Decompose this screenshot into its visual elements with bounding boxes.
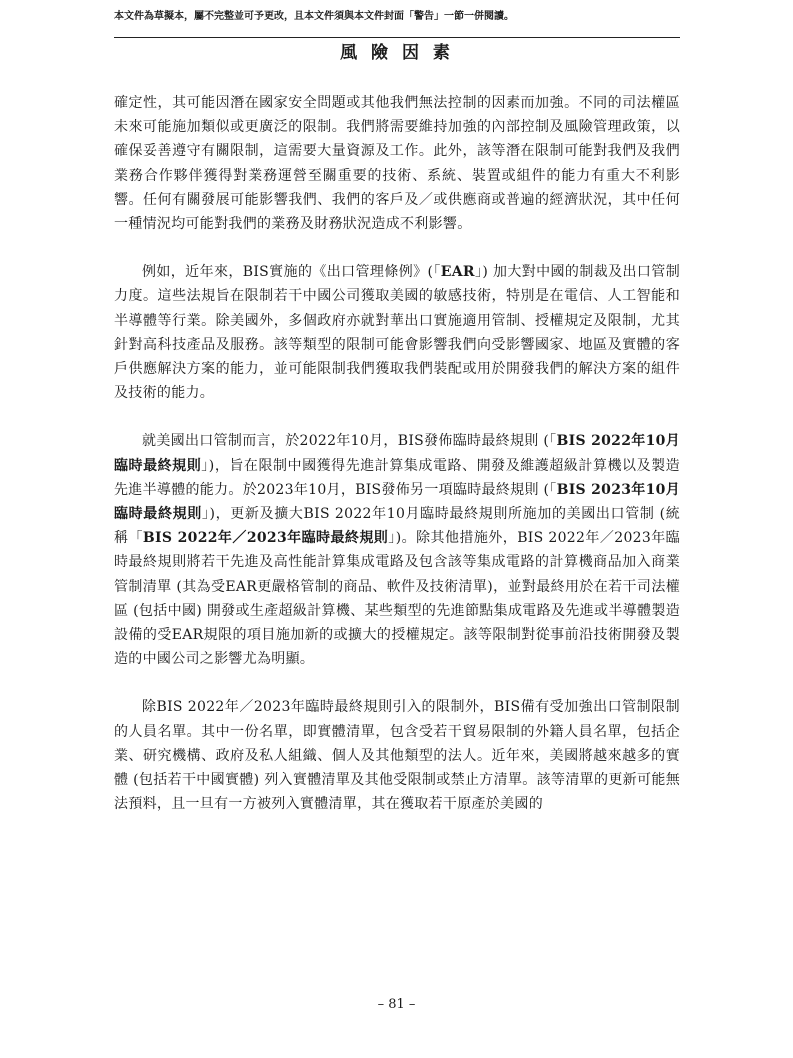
paragraph-2-defined-term: EAR [440,264,475,281]
paragraph-3-defined-term-2: BIS 2023年10月臨時最終規則 [114,481,680,523]
paragraph-1: 確定性，其可能因潛在國家安全問題或其他我們無法控制的因素而加強。不同的司法權區未來可能施加類似或更廣泛的限制。我們將需要維持加強的內部控制及風險管理政策，以確保妥善遵守有關限制，這需要大量資源及工作。此外，該等潛在限制可能對我們及我們業務合作夥伴獲得對業務運營至關重要的技術、系統、裝置或組件的能力有重大不利影響。任何有關發展可能影響我們、我們的客戶及／或供應商或普遍的經濟狀況，其中任何一種情況均可能對我們的業務及財務狀況造成不利影響。 [114,95,680,233]
paragraph-2-text-a: 例如，近年來，BIS實施的《出口管理條例》(「 [142,264,441,281]
draft-notice: 本文件為草擬本，屬不完整並可予更改，且本文件須與本文件封面「警告」一節一併閱讀。 [114,11,514,22]
paragraph-4: 除BIS 2022年／2023年臨時最終規則引入的限制外，BIS備有受加強出口管制限制的人員名單。其中一份名單，即實體清單，包含受若干貿易限制的外籍人員名單，包括企業、研究機構、政府及私人組織、個人及其他類型的法人。近年來，美國將越來越多的實體 (包括若干中國實體) 列入實體清單及其他受限制或禁止方清單。該等清單的更新可能無法預料，且一旦有一方被列入實體清單，其在獲取若干原產於美國的 [114,699,680,813]
paragraph-3-text-a: 就美國出口管制而言，於2022年10月，BIS發佈臨時最終規則 (「 [142,433,557,450]
paragraph-3-text-e: 」)，更新及擴大BIS 2022年10月臨時最終規則所施加的美國出口管制 (統稱「 [114,506,681,547]
section-title: 風 險 因 素 [340,43,454,63]
paragraph-2 [114,260,680,405]
paragraph-3-text-c: 」)，旨在限制中國獲得先進計算集成電路、開發及維護超級計算機以及製造先進半導體的能力。於2023年10月，BIS發佈另一項臨時最終規則 (「 [114,457,680,498]
paragraph-3-defined-term-3: BIS 2022年／2023年臨時最終規則 [142,530,389,547]
paragraph-3 [114,429,680,671]
header-divider [114,37,680,38]
page-number: – 81 – [377,997,416,1012]
document-body [114,91,680,840]
paragraph-3-defined-term-1: BIS 2022年10月臨時最終規則 [114,433,680,474]
paragraph-3-text-g: 」)。除其他措施外，BIS 2022年／2023年臨時最終規則將若干先進及高性能計算集成電路及包含該等集成電路的計算機商品加入商業管制清單 (其為受EAR更嚴格管制的商品、軟件及技術清單)，並對最終用於在若干司法權區 (包括中國) 開發或生產超級計算機、某些類型的先進節點集成電路及先進或半導體製造設備的受EAR規限的項目施加新的或擴大的授權規定。該等限制對從事前沿技術開發及製造的中國公司之影響尤為明顯。 [114,530,680,668]
paragraph-2-text-c: 」) 加大對中國的制裁及出口管制力度。這些法規旨在限制若干中國公司獲取美國的敏感技術，特別是在電信、人工智能和半導體等行業。除美國外，多個政府亦就對華出口實施適用管制、授權規定及限制，尤其針對高科技產品及服務。該等類型的限制可能會影響我們向受影響國家、地區及實體的客戶供應解決方案的能力，並可能限制我們獲取我們裝配或用於開發我們的解決方案的組件及技術的能力。 [114,264,680,402]
